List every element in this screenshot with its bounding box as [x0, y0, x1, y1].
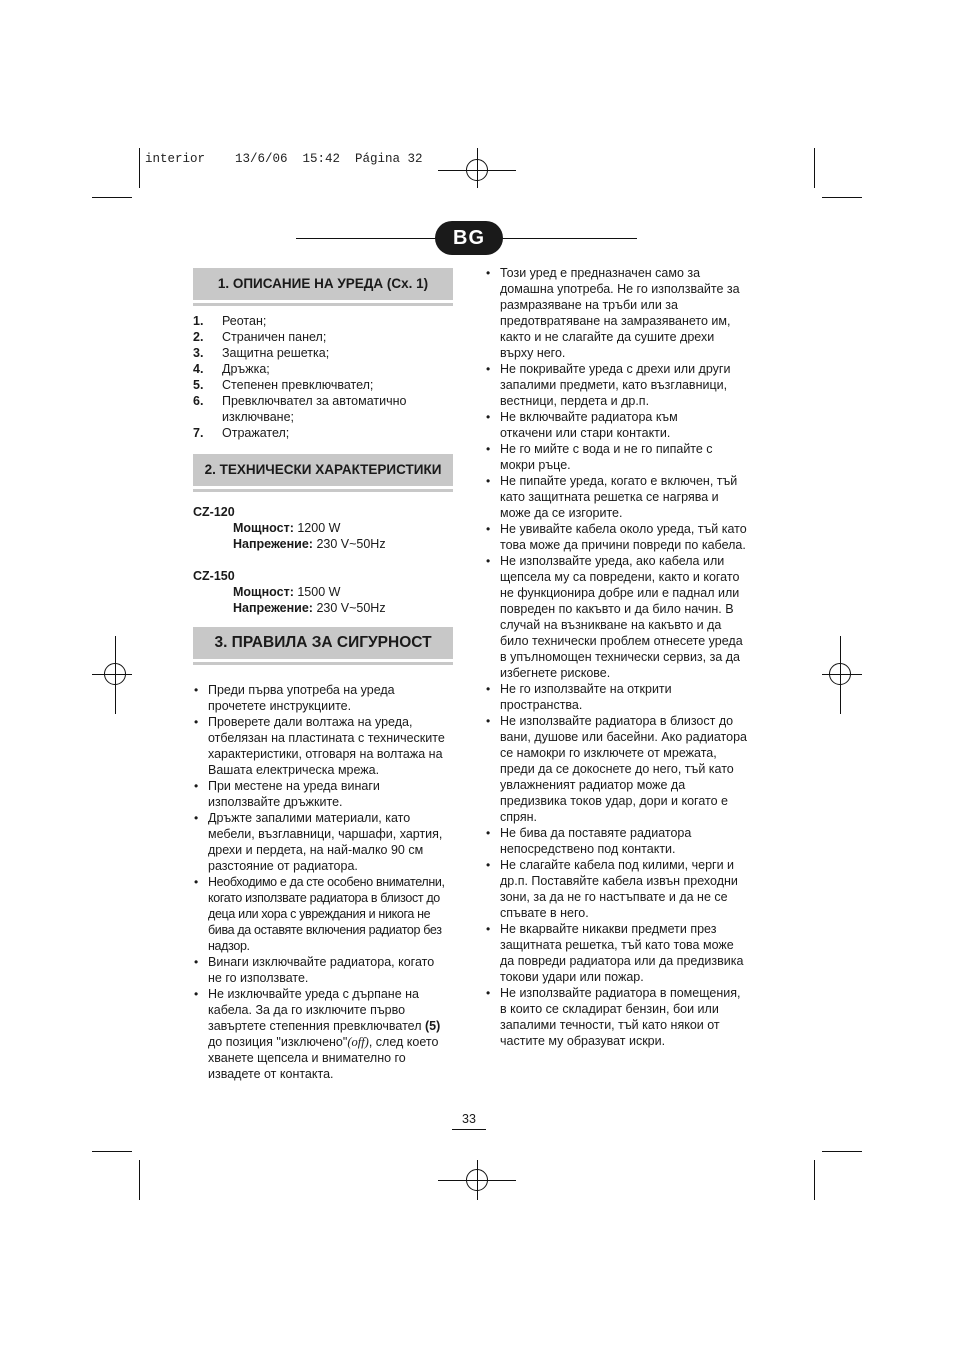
- list-item: • Не го мийте с вода и не го пипайте с мокри ръце.: [485, 441, 747, 473]
- list-item: • Не го използвайте на открити пространства.: [485, 681, 747, 713]
- list-item: • Не покривайте уреда с дрехи или други запалими предмети, като възглавници, вестници, пердета и др.п.: [485, 361, 747, 409]
- crop-mark: [814, 148, 815, 188]
- list-item: • Не слагайте кабела под килими, черги и др.п. Поставяйте кабела извън преходни зони, за да не го настъпвате и да не се спъвате в него.: [485, 857, 747, 921]
- list-item: • Не включвайте радиатора към откачени или стари контакти.: [485, 409, 747, 441]
- printer-slug: interior 13/6/06 15:42 Página 32: [145, 152, 423, 166]
- safety-list-right: [485, 265, 747, 1049]
- page-number-rule: [452, 1129, 486, 1130]
- list-item: • Необходимо е да сте особено внимателни, когато използвате радиатора в близост до деца или хора с увреждания и никога не бива да оставяте включения радиатор без надзор.: [193, 874, 453, 954]
- list-item: • Не бива да поставяте радиатора непосредствено под контакти.: [485, 825, 747, 857]
- spec-model-1: CZ-120 Мощност: 1200 W Напрежение: 230 V~50Hz: [193, 505, 386, 551]
- list-item: • Преди първа употреба на уреда прочетете инструкциите.: [193, 682, 453, 714]
- list-item: • Не използвайте радиатора в близост до вани, душове или басейни. Ако радиатора се намокри го изключете от мрежата, преди да се докоснете до него, тъй като увлажненият радиатор може да предизвика токов удар, дори и когато е спрян.: [485, 713, 747, 825]
- list-item: • Не използвайте радиатора в помещения, в които се складират бензин, бои или запалими течности, тъй като някои от частите му образуват искри.: [485, 985, 747, 1049]
- list-item: 4. Дръжка;: [193, 362, 270, 376]
- crop-mark: [92, 197, 132, 198]
- header-rule-right: [502, 238, 637, 239]
- list-item: 5. Степенен превключвател;: [193, 378, 374, 392]
- model-name: CZ-120: [193, 505, 235, 519]
- spec-model-2: CZ-150 Мощност: 1500 W Напрежение: 230 V~50Hz: [193, 569, 386, 615]
- crop-mark: [814, 1160, 815, 1200]
- list-item: 3. Защитна решетка;: [193, 346, 330, 360]
- page-number: 33: [462, 1112, 476, 1126]
- parts-list: [193, 313, 453, 441]
- list-item: 2. Страничен панел;: [193, 330, 327, 344]
- header-rule-left: [296, 238, 436, 239]
- crop-mark: [822, 197, 862, 198]
- list-item: • Не пипайте уреда, когато е включен, тъй като защитната решетка се нагрява и може да се изгорите.: [485, 473, 747, 521]
- list-item: • Проверете дали волтажа на уреда, отбелязан на пластината с техническите характеристики, отговаря на волтажа на Вашата електрическа мрежа.: [193, 714, 453, 778]
- list-item: • Не вкарвайте никакви предмети през защитната решетка, тъй като това може да повреди радиатора или да предизвика токови удари или пожар.: [485, 921, 747, 985]
- list-item: 1. Реотан;: [193, 314, 267, 328]
- list-item: • Не изключвайте уреда с дърпане на кабела. За да го изключите първо завъртете степенния превключвател (5) до позиция "изключено"(off), след което хванете щепсела и внимателно го извадете от контакта.: [193, 986, 453, 1082]
- list-item: • При местене на уреда винаги използвайте дръжките.: [193, 778, 453, 810]
- safety-list-left: [193, 682, 453, 1082]
- crop-mark: [92, 1151, 132, 1152]
- list-item: • Този уред е предназначен само за домашна употреба. Не го използвайте за размразяване на тръби или за предотвратяване на замразяването им, както и не слагайте да сушите дрехи върху него.: [485, 265, 747, 361]
- model-name: CZ-150: [193, 569, 235, 583]
- language-badge: BG: [435, 221, 503, 255]
- crop-mark: [139, 1160, 140, 1200]
- section-heading-description: 1. ОПИСАНИЕ НА УРЕДА (Сх. 1): [193, 268, 453, 300]
- section-heading-specs: 2. ТЕХНИЧЕСКИ ХАРАКТЕРИСТИКИ: [193, 454, 453, 486]
- crop-mark: [139, 148, 140, 188]
- list-item: 7. Отражател;: [193, 426, 290, 440]
- crop-mark: [822, 1151, 862, 1152]
- list-item: • Не увивайте кабела около уреда, тъй като това може да причини повреди по кабела.: [485, 521, 747, 553]
- list-item: • Не използвайте уреда, ако кабела или щепсела му са повредени, както и когато не функционира добре или е паднал или повреден по какъвто и да било начин. В случай на възникване на какъвто и да било технически проблем отнесете уреда в упълномощен технически сервиз, за да избегнете рискове.: [485, 553, 747, 681]
- list-item: • Винаги изключвайте радиатора, когато не го използвате.: [193, 954, 453, 986]
- section-heading-safety: 3. ПРАВИЛА ЗА СИГУРНОСТ: [193, 627, 453, 659]
- list-item: 6. Превключвател за автоматично изключване;: [193, 394, 407, 424]
- list-item: • Дръжте запалими материали, като мебели, възглавници, чаршафи, хартия, дрехи и пердета, на най-малко 90 см разстояние от радиатора.: [193, 810, 453, 874]
